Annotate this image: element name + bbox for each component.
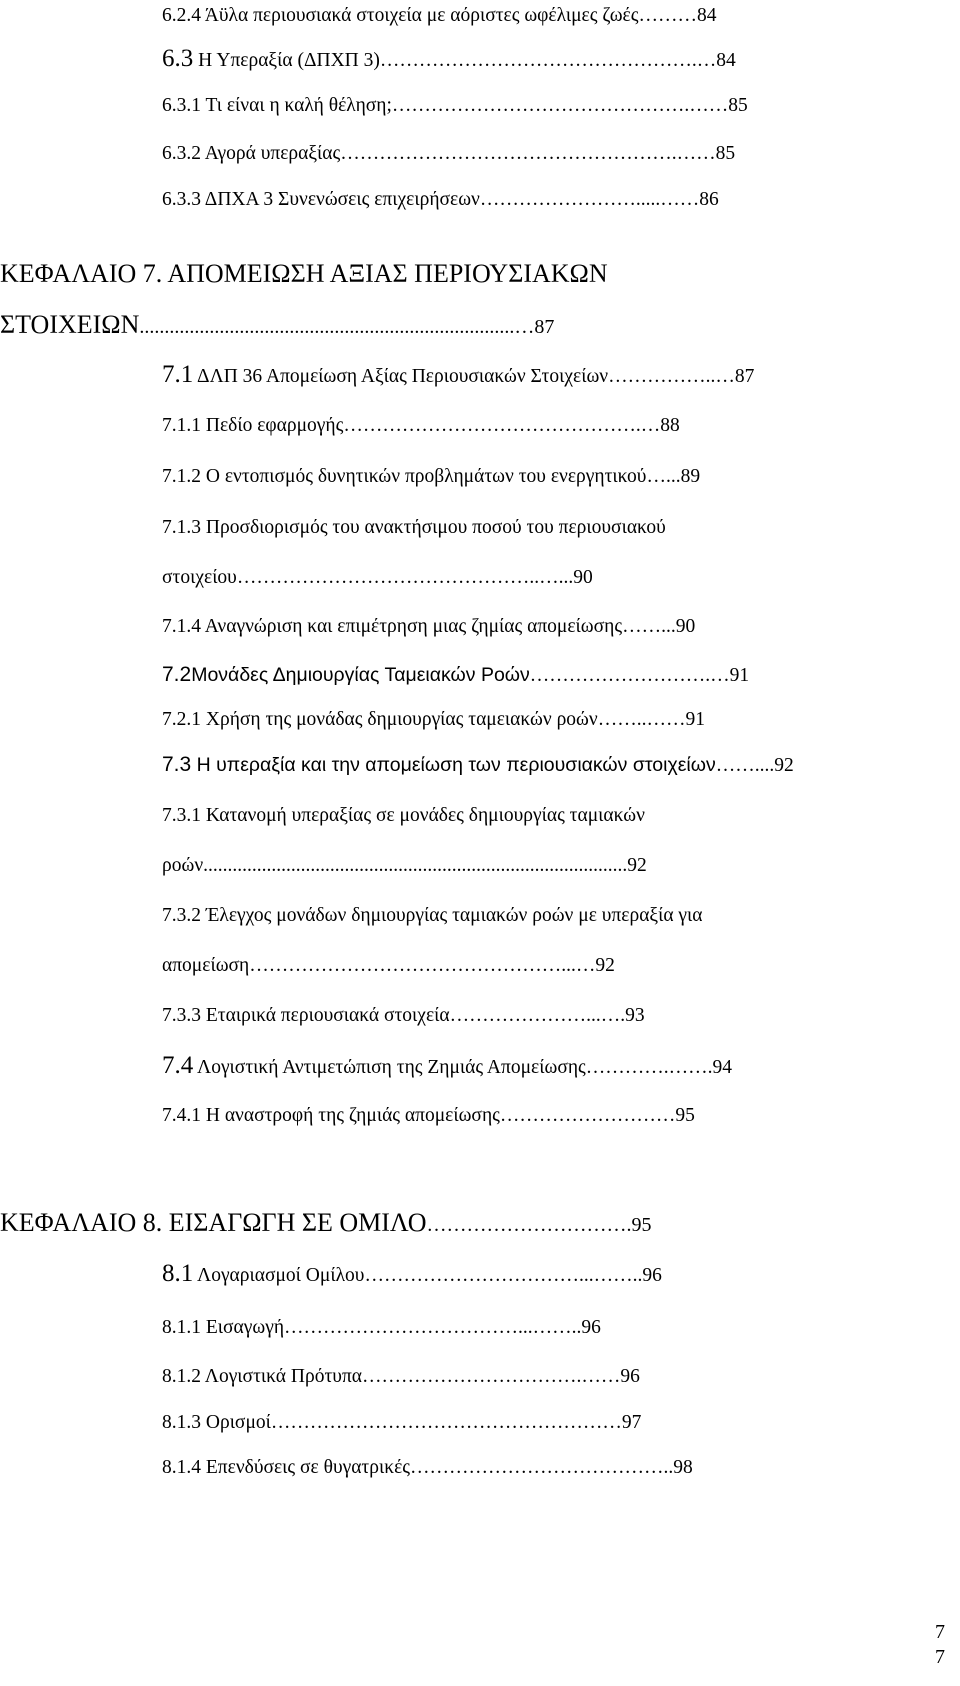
toc-number: 8.1.2: [162, 1366, 201, 1387]
toc-page-number: 87: [534, 316, 555, 338]
toc-title: Αναγνώριση και επιμέτρηση μιας ζημίας απομείωσης: [201, 616, 623, 637]
toc-number: 8.1.4: [162, 1457, 201, 1478]
toc-title: Η υπεραξία και την απομείωση των περιουσιακών στοιχείων: [191, 754, 716, 776]
toc-page-number: 90: [573, 567, 593, 588]
toc-page-number: 85: [715, 143, 736, 164]
toc-title: Άϋλα περιουσιακά στοιχεία με αόριστες ωφέλιμες ζωές: [201, 5, 639, 26]
toc-entry-7-3-2-continued[interactable]: [162, 956, 615, 976]
toc-number: 7.2: [162, 663, 192, 686]
toc-page-number: 96: [620, 1366, 640, 1387]
toc-title: Η αναστροφή της ζημιάς απομείωσης: [201, 1105, 500, 1126]
toc-page-number: 91: [729, 665, 750, 686]
toc-entry-8-1-1[interactable]: [162, 1318, 601, 1338]
toc-leader: ……………..…: [608, 366, 735, 387]
toc-number: 8.1.1: [162, 1317, 201, 1338]
toc-page-number: 97: [621, 1412, 642, 1433]
toc-title: ΔΛΠ 36 Απομείωση Αξίας Περιουσιακών Στοιχείων: [193, 366, 609, 387]
toc-page-number: 84: [696, 5, 717, 26]
toc-leader: …...: [646, 466, 681, 487]
toc-leader: ……………………….…: [529, 665, 730, 686]
toc-number: 6.3.3: [162, 189, 201, 210]
toc-number: 6.2.4: [162, 5, 201, 26]
toc-entry-7-1-2[interactable]: [162, 467, 700, 487]
toc-number: 7.1.2: [162, 466, 201, 487]
toc-page-number: 91: [685, 709, 705, 730]
toc-page-number: 90: [675, 616, 696, 637]
toc-page-number: 93: [625, 1005, 645, 1026]
toc-chapter-8[interactable]: [0, 1210, 652, 1236]
toc-title: Έλεγχος μονάδων δημιουργίας ταμιακών ροών με υπεραξία για: [201, 905, 703, 926]
toc-title: Προσδιορισμός του ανακτήσιμου ποσού του περιουσιακού: [201, 517, 666, 538]
toc-entry-7-2-1[interactable]: [162, 710, 705, 730]
toc-page-number: 94: [712, 1057, 733, 1078]
toc-page-number: 89: [680, 466, 701, 487]
toc-title: ΔΠΧΑ 3 Συνενώσεις επιχειρήσεων: [201, 189, 480, 210]
toc-leader: ……...: [622, 616, 676, 637]
toc-page-number: 98: [673, 1457, 693, 1478]
toc-title: Ορισμοί: [201, 1412, 271, 1433]
toc-entry-7-1[interactable]: [162, 362, 754, 387]
toc-leader: …………………………………………...…: [249, 955, 596, 976]
toc-title: Χρήση της μονάδας δημιουργίας ταμειακών ροών: [201, 709, 598, 730]
toc-page-number: 92: [595, 955, 615, 976]
toc-page-number: 86: [699, 189, 719, 210]
page-number: [920, 1620, 960, 1670]
toc-entry-7-3-3[interactable]: [162, 1006, 645, 1026]
toc-number: 7.1: [162, 361, 194, 388]
toc-entry-7-1-4[interactable]: [162, 617, 695, 637]
toc-number: 7.3.3: [162, 1005, 201, 1026]
toc-chapter-7-line2[interactable]: [0, 312, 554, 338]
toc-entry-7-3[interactable]: [162, 754, 794, 776]
toc-entry-8-1-4[interactable]: [162, 1458, 693, 1478]
toc-entry-7-3-1[interactable]: [162, 806, 645, 826]
toc-leader: ………………………: [499, 1105, 676, 1126]
chapter-title: ΚΕΦΑΛΑΙΟ 8. ΕΙΣΑΓΩΓΗ ΣΕ ΟΜΙΛΟ: [0, 1208, 427, 1237]
toc-leader: ………: [638, 5, 697, 26]
toc-title-continued: στοιχείου: [162, 567, 237, 588]
toc-number: 7.4.1: [162, 1105, 201, 1126]
toc-leader: ………………………………………………: [270, 1412, 622, 1433]
toc-title-continued: ροών: [162, 855, 204, 876]
toc-leader: …………………………………..: [409, 1457, 674, 1478]
toc-leader: ...........................................................................…: [139, 316, 535, 338]
toc-page-number: 84: [716, 50, 736, 71]
toc-leader: ……………………………………….……: [391, 95, 729, 116]
toc-entry-7-1-3-continued[interactable]: [162, 568, 593, 588]
toc-number: 7.1.1: [162, 415, 201, 436]
toc-title: Λογιστικά Πρότυπα: [201, 1366, 363, 1387]
toc-entry-7-1-1[interactable]: [162, 416, 680, 436]
toc-entry-8-1-3[interactable]: [162, 1413, 641, 1433]
toc-entry-7-3-1-continued[interactable]: [162, 856, 647, 876]
toc-title-continued: απομείωση: [162, 955, 250, 976]
page-number-top: 7: [935, 1621, 945, 1643]
toc-title: Ο εντοπισμός δυνητικών προβλημάτων του ενεργητικού: [201, 466, 647, 487]
page-number-bottom: 7: [935, 1646, 945, 1668]
toc-page-number: 88: [660, 415, 680, 436]
toc-leader: …………………….....……: [479, 189, 700, 210]
toc-number: 7.1.3: [162, 517, 201, 538]
toc-leader: ……………………………………….…: [343, 415, 661, 436]
toc-number: 6.3.1: [162, 95, 201, 116]
toc-page-number: 92: [627, 855, 647, 876]
toc-number: 7.4: [162, 1052, 194, 1079]
toc-leader: ……....: [715, 755, 775, 776]
toc-entry-6-3[interactable]: [162, 46, 736, 71]
toc-leader: ………………………………………….…: [379, 50, 717, 71]
toc-number: 8.1: [162, 1260, 194, 1287]
toc-title: Εταιρικά περιουσιακά στοιχεία: [201, 1005, 450, 1026]
toc-number: 6.3.2: [162, 143, 201, 164]
toc-entry-6-3-2[interactable]: [162, 144, 735, 164]
toc-title: Η Υπεραξία (ΔΠΧΠ 3): [193, 50, 380, 71]
chapter-title: ΚΕΦΑΛΑΙΟ 7. ΑΠΟΜΕΙΩΣΗ ΑΞΙΑΣ ΠΕΡΙΟΥΣΙΑΚΩΝ: [0, 259, 608, 288]
toc-leader: ………………………………………..…...: [236, 567, 574, 588]
toc-chapter-7-line1[interactable]: [0, 261, 608, 287]
toc-title: Επενδύσεις σε θυγατρικές: [201, 1457, 410, 1478]
toc-entry-6-2-4[interactable]: [162, 6, 716, 26]
toc-entry-8-1[interactable]: [162, 1261, 662, 1286]
toc-entry-6-3-1[interactable]: [162, 96, 748, 116]
toc-leader: ………………………….: [426, 1214, 632, 1236]
toc-page-number: 96: [642, 1265, 662, 1286]
toc-entry-7-3-2[interactable]: [162, 906, 703, 926]
toc-leader: …………………………….……: [362, 1366, 621, 1387]
toc-number: 6.3: [162, 45, 194, 72]
toc-title: Πεδίο εφαρμογής: [201, 415, 344, 436]
toc-title: Λογαριασμοί Ομίλου: [193, 1265, 365, 1286]
toc-leader: ……..……: [597, 709, 686, 730]
toc-number: 7.3.1: [162, 805, 201, 826]
toc-entry-6-3-3[interactable]: [162, 190, 719, 210]
toc-title: Τι είναι η καλή θέληση;: [201, 95, 392, 116]
toc-leader: ………………………………...……..: [284, 1317, 582, 1338]
toc-page-number: 95: [631, 1214, 652, 1236]
toc-leader: ……………………………...……..: [364, 1265, 643, 1286]
toc-title: Κατανομή υπεραξίας σε μονάδες δημιουργίας ταμιακών: [201, 805, 645, 826]
toc-page-number: 87: [734, 366, 755, 387]
toc-page-number: 85: [728, 95, 748, 116]
toc-number: 7.2.1: [162, 709, 201, 730]
toc-leader: ………….…….: [585, 1057, 713, 1078]
toc-leader: …………………………………………….……: [340, 143, 716, 164]
toc-title: Μονάδες Δημιουργίας Ταμειακών Ροών: [191, 664, 530, 686]
toc-leader: .......................................................................................: [203, 855, 628, 876]
toc-entry-7-2[interactable]: [162, 664, 749, 686]
toc-number: 7.3: [162, 753, 192, 776]
toc-number: 8.1.3: [162, 1412, 201, 1433]
toc-number: 7.3.2: [162, 905, 201, 926]
toc-leader: …………………...….: [449, 1005, 626, 1026]
toc-entry-7-1-3[interactable]: [162, 518, 666, 538]
toc-title: Αγορά υπεραξίας: [201, 143, 341, 164]
toc-title: Λογιστική Αντιμετώπιση της Ζημιάς Απομείωσης: [193, 1057, 586, 1078]
chapter-title-continued: ΣΤΟΙΧΕΙΩΝ: [0, 310, 140, 339]
toc-entry-8-1-2[interactable]: [162, 1367, 640, 1387]
toc-page-number: 96: [581, 1317, 601, 1338]
toc-entry-7-4[interactable]: [162, 1053, 732, 1078]
toc-entry-7-4-1[interactable]: [162, 1106, 695, 1126]
toc-page-number: 92: [774, 755, 794, 776]
toc-number: 7.1.4: [162, 616, 201, 637]
toc-page-number: 95: [675, 1105, 695, 1126]
toc-title: Εισαγωγή: [201, 1317, 285, 1338]
